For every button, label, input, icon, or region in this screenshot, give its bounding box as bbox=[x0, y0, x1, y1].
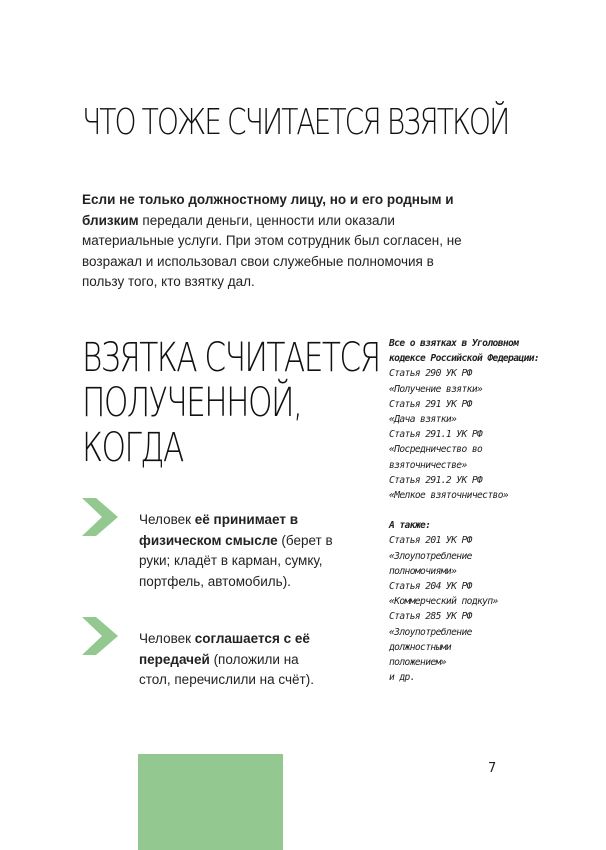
decorative-green-block bbox=[138, 754, 283, 850]
list-item-bold: соглашается с её передачей bbox=[139, 631, 310, 667]
sidebar-line: «Дача взятки» bbox=[389, 414, 457, 426]
sidebar-title: А также: bbox=[389, 520, 431, 532]
sidebar-line: Статья 291 УК РФ bbox=[389, 398, 472, 410]
section-heading-line: ПОЛУЧЕННОЙ, bbox=[82, 380, 302, 426]
sidebar-line: Статья 285 УК РФ bbox=[389, 611, 472, 623]
criminal-code-sidebar bbox=[389, 336, 579, 685]
intro-paragraph bbox=[82, 190, 462, 293]
sidebar-line: Статья 291.1 УК РФ bbox=[389, 429, 483, 441]
section-heading-line: КОГДА bbox=[82, 425, 183, 471]
sidebar-line: Статья 204 УК РФ bbox=[389, 581, 472, 593]
page-heading: ЧТО ТОЖЕ СЧИТАЕТСЯ ВЗЯТКОЙ bbox=[82, 102, 509, 143]
sidebar-line: Статья 201 УК РФ bbox=[389, 535, 472, 547]
sidebar-title: Все о взятках в Уголовном кодексе Российской Федерации: bbox=[389, 338, 540, 365]
sidebar-line: Статья 291.2 УК РФ bbox=[389, 474, 483, 486]
section-heading bbox=[82, 335, 380, 471]
sidebar-line: «Мелкое взяточничество» bbox=[389, 490, 509, 502]
sidebar-line: «Коммерческий подкуп» bbox=[389, 596, 498, 608]
list-item-bold: её принимает в физическом смысле bbox=[139, 512, 299, 548]
chevron-right-icon bbox=[82, 498, 118, 536]
sidebar-line: Статья 290 УК РФ bbox=[389, 368, 472, 380]
list-item: Человек соглашается с её передачей (положили на стол, перечислили на счёт). bbox=[139, 631, 314, 687]
list-item-text: (берет в руки; кладёт в карман, сумку, портфель, автомобиль). bbox=[139, 532, 333, 589]
section-heading-line: ВЗЯТКА СЧИТАЕТСЯ bbox=[82, 335, 380, 381]
chevron-right-icon bbox=[82, 617, 118, 655]
sidebar-line: «Получение взятки» bbox=[389, 383, 483, 395]
list-item: Человек её принимает в физическом смысле (берет в руки; кладёт в карман, сумку, портфель, автомобиль). bbox=[139, 512, 333, 589]
intro-bold-text: Если не только должностному лицу, но и его родным и близким bbox=[82, 192, 454, 228]
page-number: 7 bbox=[488, 761, 497, 776]
sidebar-line: и др. bbox=[389, 672, 415, 684]
sidebar-line: «Посредничество во взяточничестве» bbox=[389, 444, 483, 471]
intro-text: передали деньги, ценности или оказали материальные услуги. При этом сотрудник был согласен, не возражал и использовал свои служебные полномочия в пользу того, кто взятку дал. bbox=[82, 212, 462, 289]
sidebar-line: «Злоупотребление должностными положением» bbox=[389, 626, 472, 669]
sidebar-line: «Злоупотребление полномочиями» bbox=[389, 550, 472, 577]
list-item-text: (положили на стол, перечислили на счёт). bbox=[139, 651, 314, 687]
